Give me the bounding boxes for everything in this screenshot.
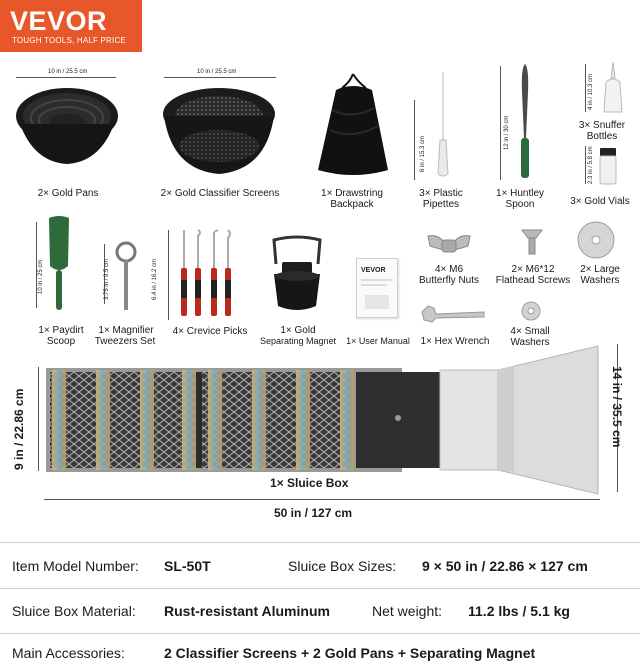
model-value: SL-50T — [164, 558, 211, 574]
large-washers-label-line2: Washers — [580, 275, 620, 286]
small-washers-label-line2: Washers — [510, 337, 550, 348]
screen-dimension-line — [164, 77, 276, 78]
spoon-image — [514, 62, 536, 182]
bottles-label-line1: 3× Snuffer — [578, 120, 626, 131]
nuts-label-line2: Butterfly Nuts — [418, 275, 480, 286]
backpack-label-line2: Backpack — [330, 199, 374, 210]
tweezers-label-line1: 1× Magnifier — [98, 325, 154, 336]
tweezers-dimension: 3.75 in / 9.5 cm — [104, 258, 110, 300]
spec-divider-middle — [0, 588, 640, 589]
pan-dimension: 10 in / 25.5 cm — [48, 69, 88, 75]
classifier-screen-image — [160, 84, 278, 180]
weight-value: 11.2 lbs / 5.1 kg — [468, 603, 570, 619]
magnet-label-line2: Separating Magnet — [259, 336, 337, 346]
spec-divider-top — [0, 542, 640, 543]
butterfly-nut-image — [426, 232, 472, 256]
spoon-dimension: 12 in / 30 cm — [504, 115, 510, 150]
screen-dimension: 10 in / 25.5 cm — [197, 69, 237, 75]
vials-label: 3× Gold Vials — [570, 196, 630, 207]
hex-wrench-image — [418, 304, 488, 324]
model-label: Item Model Number: — [12, 558, 139, 574]
spoon-label-line2: Spoon — [505, 199, 535, 210]
user-manual-image — [356, 258, 398, 318]
screws-label-line1: 2× M6*12 — [511, 264, 555, 275]
gold-vial-image — [596, 146, 620, 186]
large-washer-image — [576, 220, 616, 260]
classifier-screens-label: 2× Gold Classifier Screens — [160, 188, 280, 199]
vial-dimension-line — [585, 146, 586, 184]
spec-divider-bottom — [0, 633, 640, 634]
sluice-length-dimension: 50 in / 127 cm — [274, 506, 353, 520]
gold-pan-image — [14, 84, 120, 174]
bottles-label-line2: Bottles — [586, 131, 618, 142]
pipette-dimension: 6 in / 15.3 cm — [420, 135, 426, 172]
picks-dimension: 6.4 in / 16.2 cm — [152, 258, 158, 300]
scoop-dimension: 10 in / 25 cm — [38, 259, 44, 294]
small-washer-image — [520, 300, 542, 322]
sluice-length-line — [44, 499, 600, 500]
backpack-label-line1: 1× Drawstring — [321, 188, 383, 199]
weight-label: Net weight: — [372, 603, 443, 619]
screws-label-line2: Flathead Screws — [495, 275, 571, 286]
material-label: Sluice Box Material: — [12, 603, 136, 619]
magnet-label-line1: 1× Gold — [280, 325, 316, 336]
bottle-dimension: 4 in / 10.3 cm — [588, 73, 594, 110]
material-value: Rust-resistant Aluminum — [164, 603, 330, 619]
scoop-dimension-line — [36, 222, 37, 308]
sluice-flare-height-dimension: 14 in / 35.5 cm — [610, 366, 624, 448]
picks-dimension-line — [168, 230, 169, 320]
picks-label: 4× Crevice Picks — [172, 326, 248, 337]
nuts-label-line1: 4× M6 — [434, 264, 464, 275]
pipette-image — [432, 70, 454, 180]
bottle-dimension-line — [585, 64, 586, 112]
sizes-label: Sluice Box Sizes: — [288, 558, 397, 574]
large-washers-label-line1: 2× Large — [580, 264, 620, 275]
sluice-height-line — [38, 367, 39, 471]
separating-magnet-image — [264, 234, 330, 318]
logo-brand: VEVOR — [10, 6, 108, 36]
logo-tagline: TOUGH TOOLS, HALF PRICE — [12, 36, 126, 45]
scoop-label-line1: 1× Paydirt — [38, 325, 84, 336]
pipettes-label-line1: 3× Plastic — [419, 188, 463, 199]
hex-wrench-label: 1× Hex Wrench — [420, 336, 490, 347]
pipette-dimension-line — [414, 100, 415, 180]
scoop-label-line2: Scoop — [46, 336, 76, 347]
manual-brand: VEVOR — [361, 267, 386, 274]
scoop-image — [46, 214, 72, 314]
spoon-label-line1: 1× Huntley — [495, 188, 545, 199]
sluice-height-dimension: 9 in / 22.86 cm — [12, 388, 26, 470]
pan-dimension-line — [16, 77, 116, 78]
pipettes-label-line2: Pipettes — [422, 199, 460, 210]
sluice-box-image — [44, 344, 604, 496]
tweezers-image — [110, 240, 142, 314]
gold-pans-label: 2× Gold Pans — [37, 188, 99, 199]
backpack-image — [312, 70, 394, 180]
manual-label: 1× User Manual — [346, 336, 410, 346]
sizes-value: 9 × 50 in / 22.86 × 127 cm — [422, 558, 588, 574]
snuffer-bottle-image — [598, 60, 628, 116]
sluice-box-label: 1× Sluice Box — [270, 476, 349, 490]
accessories-label: Main Accessories: — [12, 645, 125, 661]
vial-dimension: 2.3 in / 5.8 cm — [588, 146, 594, 184]
crevice-picks-image — [176, 228, 240, 320]
tweezers-label-line2: Tweezers Set — [94, 336, 156, 347]
accessories-value: 2 Classifier Screens + 2 Gold Pans + Separating Magnet — [164, 645, 536, 661]
flathead-screw-image — [520, 226, 544, 256]
small-washers-label-line1: 4× Small — [510, 326, 550, 337]
vevor-logo — [0, 0, 142, 52]
spoon-dimension-line — [500, 66, 501, 180]
